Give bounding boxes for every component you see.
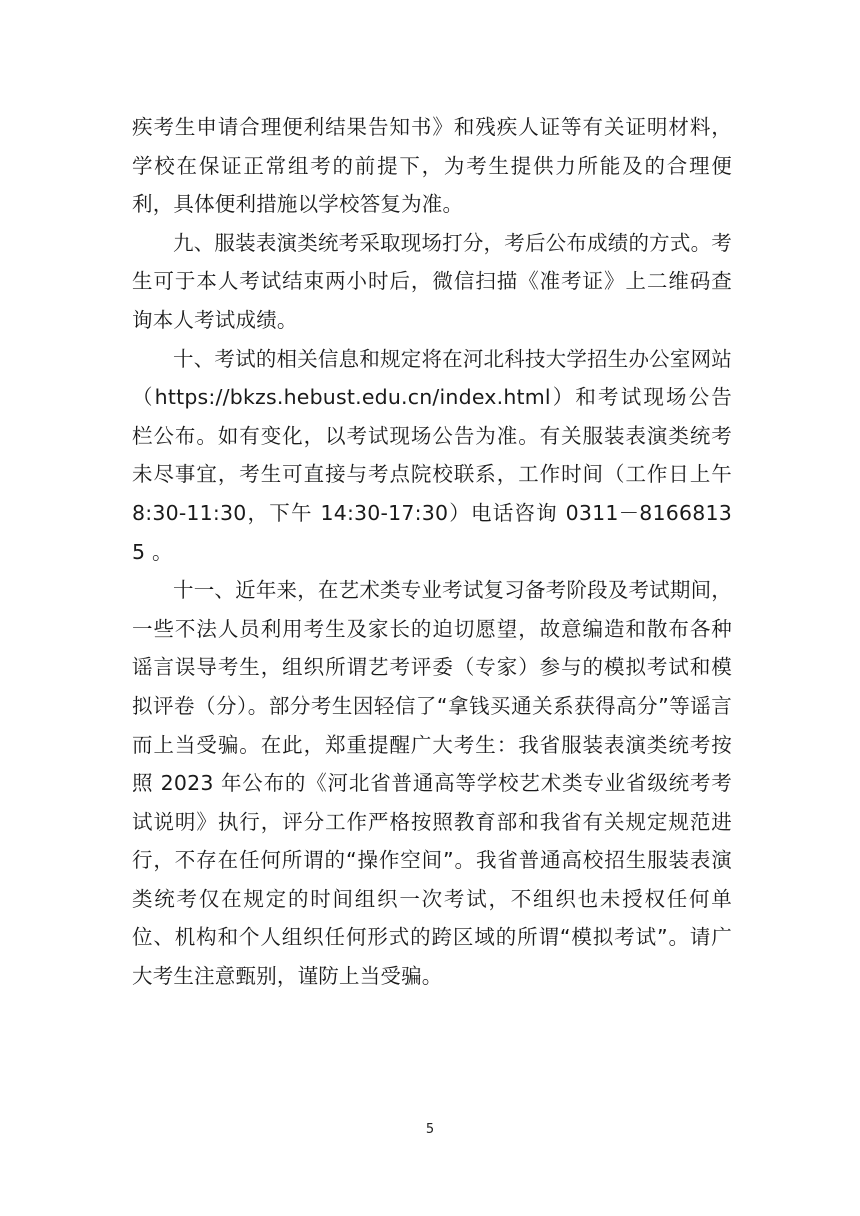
- document-body: [132, 108, 732, 996]
- paragraph-item-10-information: 十、考试的相关信息和规定将在河北科技大学招生办公室网站（https://bkzs.hebust.edu.cn/index.html）和考试现场公告栏公布。如有变化，以考试现场公告为准。有关服装表演类统考未尽事宜，考生可直接与考点院校联系，工作时间（工作日上午 8:30-11:30，下午 14:30-17:30）电话咨询 0311－81668135 。: [132, 346, 732, 564]
- page-number: 5: [425, 1122, 435, 1137]
- paragraph-item-11-fraud-warning: 十一、近年来，在艺术类专业考试复习备考阶段及考试期间，一些不法人员利用考生及家长的迫切愿望，故意编造和散布各种谣言误导考生，组织所谓艺考评委（专家）参与的模拟考试和模拟评卷（分）。部分考生因轻信了“拿钱买通关系获得高分”等谣言而上当受骗。在此，郑重提醒广大考生：我省服装表演类统考按照 2023 年公布的《河北省普通高等学校艺术类专业省级统考考试说明》执行，评分工作严格按照教育部和我省有关规定规范进行，不存在任何所谓的“操作空间”。我省普通高校招生服装表演类统考仅在规定的时间组织一次考试，不组织也未授权任何单位、机构和个人组织任何形式的跨区域的所谓“模拟考试”。请广大考生注意甄别，谨防上当受骗。: [132, 578, 732, 989]
- paragraph-accommodation-continued: 疾考生申请合理便利结果告知书》和残疾人证等有关证明材料，学校在保证正常组考的前提下，为考生提供力所能及的合理便利，具体便利措施以学校答复为准。: [132, 115, 732, 217]
- paragraph-item-9-scoring: 九、服装表演类统考采取现场打分，考后公布成绩的方式。考生可于本人考试结束两小时后，微信扫描《准考证》上二维码查询本人考试成绩。: [132, 230, 732, 332]
